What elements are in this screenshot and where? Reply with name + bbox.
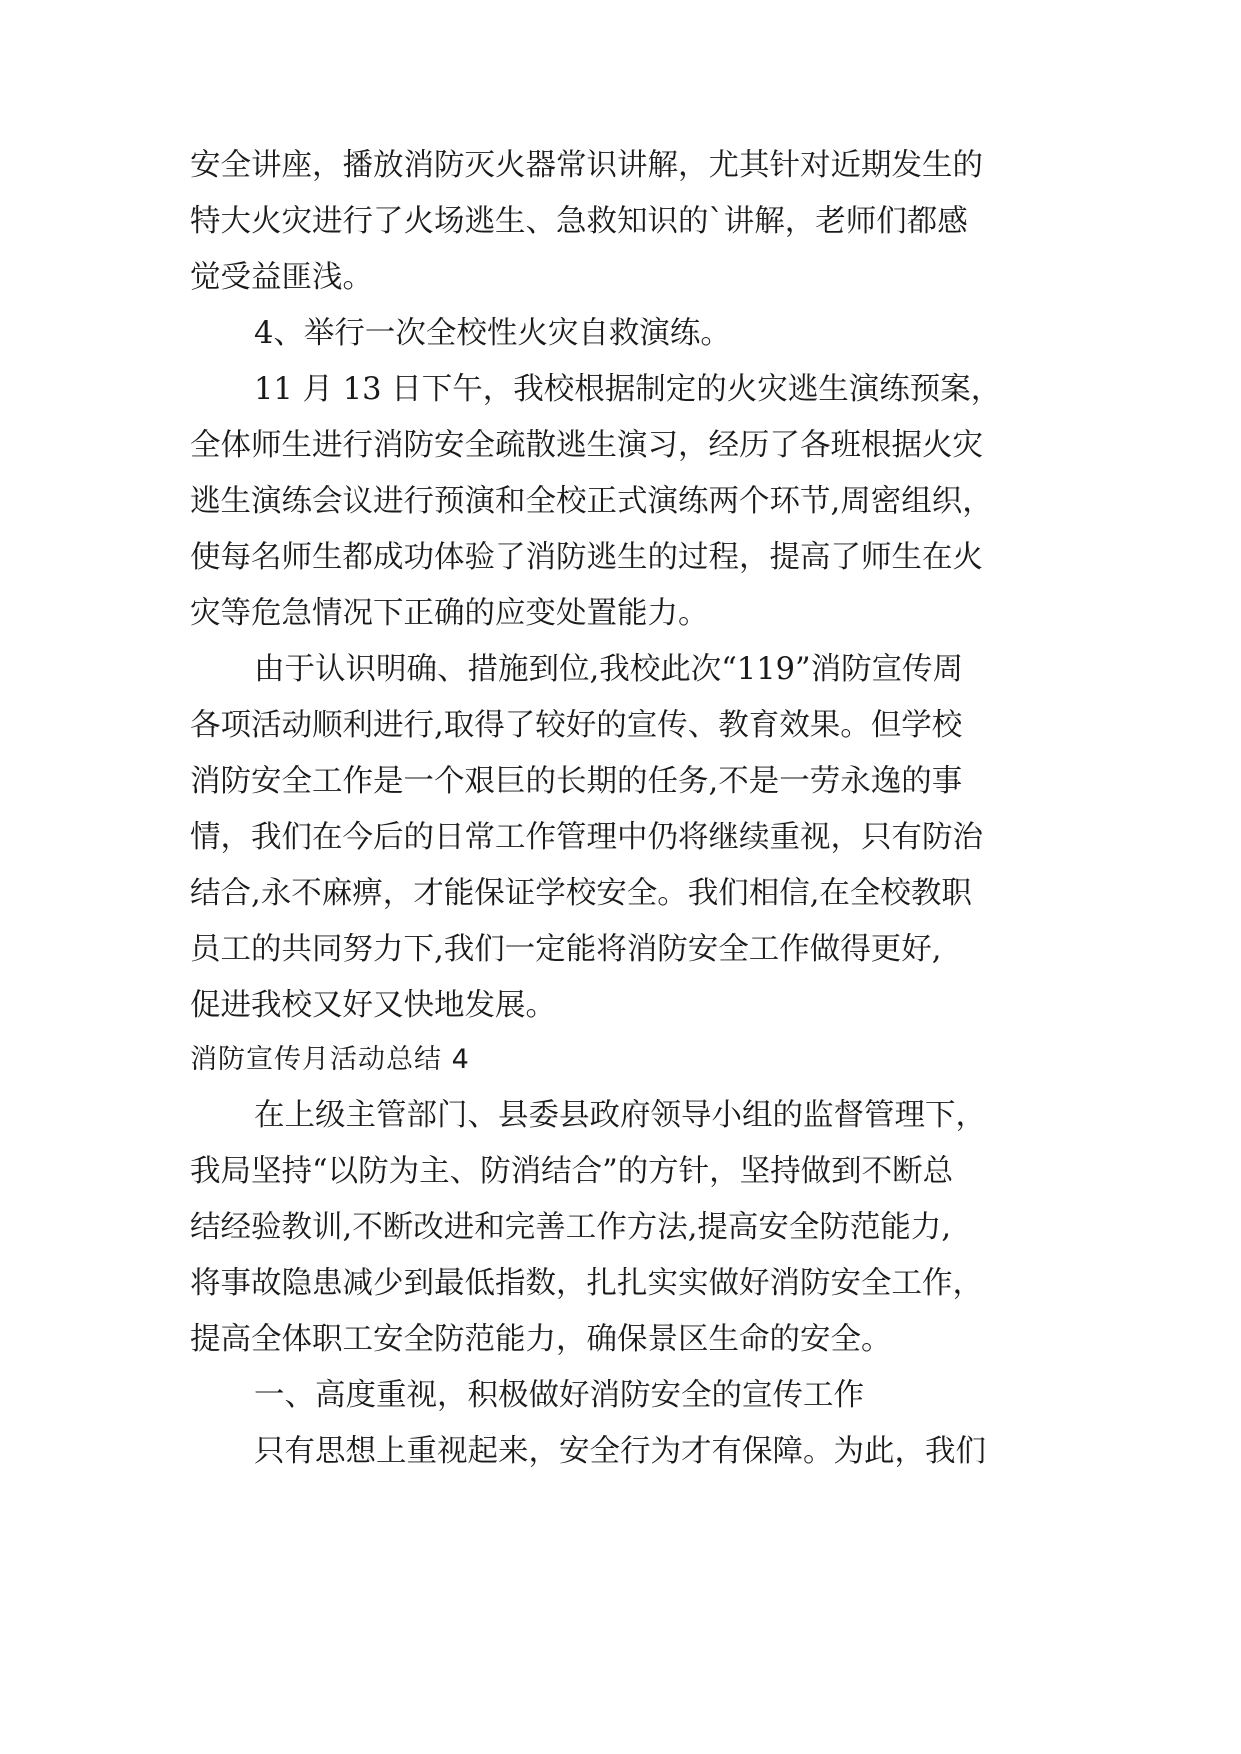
text-line: 将事故隐患减少到最低指数，扎扎实实做好消防安全工作， bbox=[190, 1266, 983, 1301]
text-line: 消防安全工作是一个艰巨的长期的任务,不是一劳永逸的事 bbox=[190, 764, 963, 799]
text-line: 在上级主管部门、县委县政府领导小组的监督管理下， bbox=[254, 1098, 986, 1133]
text-line: 一、高度重视，积极做好消防安全的宣传工作 bbox=[254, 1378, 864, 1413]
text-line: 觉受益匪浅。 bbox=[190, 260, 373, 295]
text-line: 11 月 13 日下午，我校根据制定的火灾逃生演练预案， bbox=[254, 372, 1002, 407]
text-line: 全体师生进行消防安全疏散逃生演习，经历了各班根据火灾 bbox=[190, 428, 983, 463]
text-line: 情，我们在今后的日常工作管理中仍将继续重视，只有防治 bbox=[190, 820, 983, 855]
text-line: 灾等危急情况下正确的应变处置能力。 bbox=[190, 596, 709, 631]
text-line: 员工的共同努力下,我们一定能将消防安全工作做得更好, bbox=[190, 932, 942, 967]
text-line: 由于认识明确、措施到位,我校此次“119”消防宣传周 bbox=[254, 652, 964, 687]
text-line: 只有思想上重视起来，安全行为才有保障。为此，我们 bbox=[254, 1434, 986, 1469]
text-line: 特大火灾进行了火场逃生、急救知识的`讲解，老师们都感 bbox=[190, 204, 968, 239]
text-line: 提高全体职工安全防范能力，确保景区生命的安全。 bbox=[190, 1322, 892, 1357]
section-heading: 消防宣传月活动总结 4 bbox=[190, 1044, 470, 1075]
text-line: 安全讲座，播放消防灭火器常识讲解，尤其针对近期发生的 bbox=[190, 148, 983, 183]
text-line: 我局坚持“以防为主、防消结合”的方针，坚持做到不断总 bbox=[190, 1154, 954, 1189]
text-line: 4、举行一次全校性火灾自救演练。 bbox=[254, 316, 731, 351]
text-line: 结合,永不麻痹，才能保证学校安全。我们相信,在全校教职 bbox=[190, 876, 972, 911]
text-line: 结经验教训,不断改进和完善工作方法,提高安全防范能力, bbox=[190, 1210, 952, 1245]
text-line: 各项活动顺利进行,取得了较好的宣传、教育效果。但学校 bbox=[190, 708, 963, 743]
text-line: 促进我校又好又快地发展。 bbox=[190, 988, 556, 1023]
text-line: 逃生演练会议进行预演和全校正式演练两个环节,周密组织， bbox=[190, 484, 993, 519]
text-line: 使每名师生都成功体验了消防逃生的过程，提高了师生在火 bbox=[190, 540, 983, 575]
